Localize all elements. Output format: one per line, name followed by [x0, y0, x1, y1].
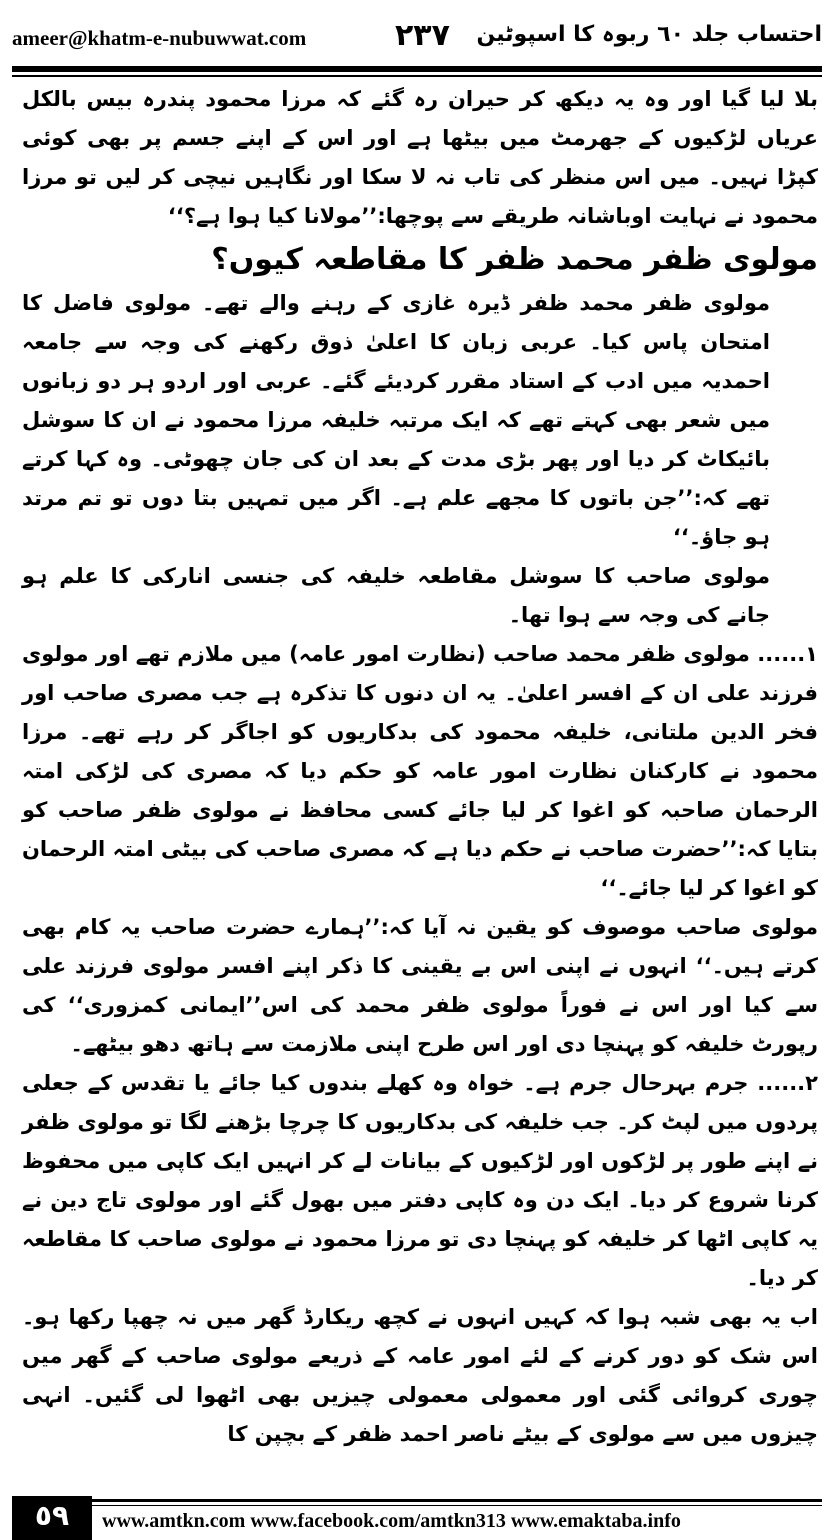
paragraph: اب یہ بھی شبہ ہوا کہ کہیں انہوں نے کچھ ریکارڈ گھر میں نہ چھپا رکھا ہو۔ اس شک کو دور کرنے کے لئے امور عامہ کے ذریعے مولوی صاحب کے گھر میں چوری کروائی گئی اور معمولی معمولی چیزیں بھی اٹھوا لی گئیں۔ انہی چیزوں میں سے مولوی کے بیٹے ناصر احمد ظفر کے بچپن کا — [22, 1305, 818, 1446]
footer-rule-thin — [92, 1505, 822, 1506]
paragraph: مولوی ظفر محمد ظفر ڈیرہ غازی کے رہنے والے تھے۔ مولوی فاضل کا امتحان پاس کیا۔ عربی زبان کا اعلیٰ ذوق رکھنے کی وجہ سے جامعہ احمدیہ میں ادب کے استاد مقرر کردیئے گئے۔ عربی اور اردو ہر دو زبانوں میں شعر بھی کہتے تھے کہ ایک مرتبہ خلیفہ مرزا محمود نے ان کا سوشل بائیکاٹ کر دیا اور پھر بڑی مدت کے بعد ان کی جان چھوٹی۔ وہ کہا کرتے تھے کہ:’’جن باتوں کا مجھے علم ہے۔ اگر میں تمہیں بتا دوں تو تم مرتد ہو جاؤ۔‘‘ — [22, 291, 770, 549]
footer-page-number: ٥٩ — [12, 1496, 92, 1540]
book-title: احتساب جلد ٦٠ ربوہ کا اسپوٹین — [476, 22, 822, 47]
paragraph: مولوی صاحب کا سوشل مقاطعہ خلیفہ کی جنسی انارکی کا علم ہو جانے کی وجہ سے ہوا تھا۔ — [22, 564, 770, 627]
paragraph: ۱...... مولوی ظفر محمد صاحب (نظارت امور عامہ) میں ملازم تھے اور مولوی فرزند علی ان کے افسر اعلیٰ۔ یہ ان دنوں کا تذکرہ ہے جب مصری صاحب اور فخر الدین ملتانی، خلیفہ محمود کی بدکاریوں کو اجاگر کر رہے تھے۔ مرزا محمود نے کارکنان نظارت امور عامہ کو حکم دیا کہ مصری کی لڑکی امتہ الرحمان صاحبہ کو اغوا کر لیا جائے کسی محافظ نے مولوی ظفر صاحب کو بتایا کہ:’’حضرت صاحب نے حکم دیا ہے کہ مصری صاحب کی بیٹی امتہ الرحمان کو اغوا کر لیا جائے۔‘‘ — [22, 642, 818, 900]
header-rule-thin — [12, 75, 822, 77]
header-rule-thick — [12, 66, 822, 72]
page-header — [12, 18, 822, 58]
body-text — [22, 80, 818, 1454]
section-heading: مولوی ظفر محمد ظفر کا مقاطعہ کیوں؟ — [211, 242, 818, 277]
paragraph: ۲...... جرم بہرحال جرم ہے۔ خواہ وہ کھلے بندوں کیا جائے یا تقدس کے جعلی پردوں میں لپٹ کر۔ جب خلیفہ کی بدکاریوں کا چرچا بڑھنے لگا تو مولوی ظفر نے اپنے طور پر لڑکوں اور لڑکیوں کے بیانات لے کر انہیں ایک کاپی میں محفوظ کرنا شروع کر دیا۔ ایک دن وہ کاپی دفتر میں بھول گئے اور مولوی تاج دین نے یہ کاپی اٹھا کر خلیفہ کو پہنچا دی تو مرزا محمود نے مولوی صاحب کا مقاطعہ کر دیا۔ — [22, 1071, 818, 1290]
email-address[interactable]: ameer@khatm-e-nubuwwat.com — [12, 26, 307, 50]
page-number: ٢٣٧ — [395, 18, 450, 53]
paragraph: مولوی صاحب موصوف کو یقین نہ آیا کہ:’’ہمارے حضرت صاحب یہ کام بھی کرتے ہیں۔‘‘ انہوں نے اپنی اس بے یقینی کا ذکر اپنے افسر مولوی فرزند علی سے کیا اور اس نے فوراً مولوی ظفر محمد کی اس’’ایمانی کمزوری‘‘ کی رپورٹ خلیفہ کو پہنچا دی اور اس طرح اپنی ملازمت سے ہاتھ دھو بیٹھے۔ — [22, 915, 818, 1056]
footer-rule-thick — [92, 1499, 822, 1502]
paragraph: بلا لیا گیا اور وہ یہ دیکھ کر حیران رہ گئے کہ مرزا محمود پندرہ بیس بالکل عریاں لڑکیوں کے جھرمٹ میں بیٹھا ہے اور اس کے اپنے جسم پر بھی کوئی کپڑا نہیں۔ میں اس منظر کی تاب نہ لا سکا اور نگاہیں نیچی کر لیں تو مرزا محمود نے نہایت اوباشانہ طریقے سے پوچھا:’’مولانا کیا ہوا ہے؟‘‘ — [22, 87, 818, 228]
footer-links[interactable]: www.amtkn.com www.facebook.com/amtkn313 www.emaktaba.info — [102, 1510, 681, 1532]
